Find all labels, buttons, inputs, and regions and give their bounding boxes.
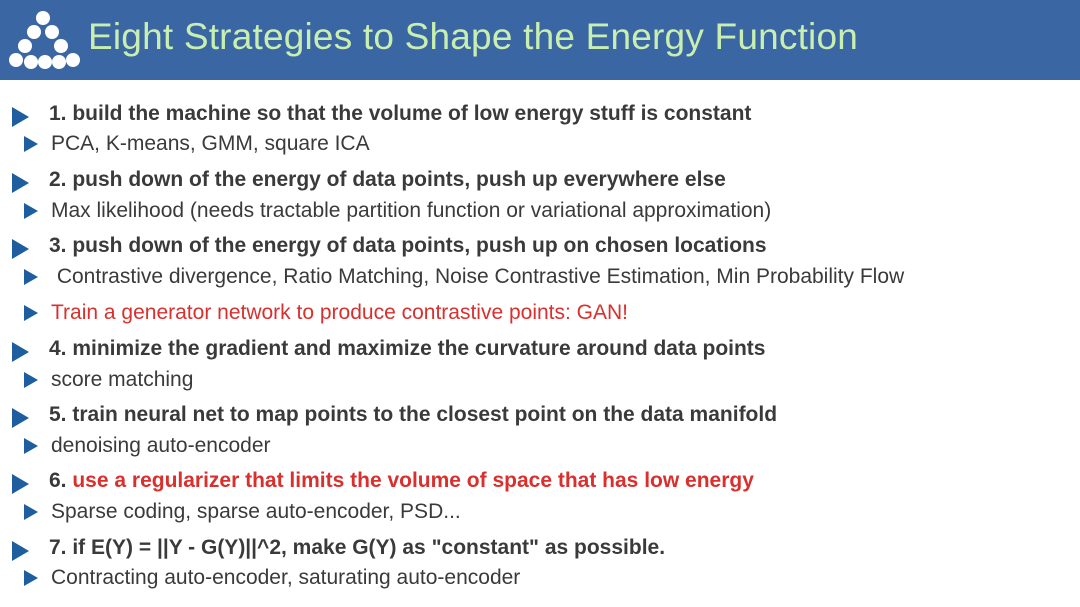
example-item bbox=[51, 566, 520, 590]
strategy-item-4 bbox=[49, 337, 765, 361]
example-text: PCA, K-means, GMM, square ICA bbox=[51, 132, 370, 155]
strategy-text: 3. push down of the energy of data points, push up on chosen locations bbox=[49, 234, 767, 257]
strategy-text: use a regularizer that limits the volume of space that has low energy bbox=[72, 469, 754, 492]
strategy-text: 7. if E(Y) = ||Y - G(Y)||^2, make G(Y) as "constant" as possible. bbox=[49, 536, 666, 559]
bullet-arrow-icon bbox=[24, 203, 38, 219]
bullet-arrow-icon bbox=[12, 239, 29, 259]
example-text: Sparse coding, sparse auto-encoder, PSD... bbox=[51, 500, 461, 523]
strategy-item-2 bbox=[49, 168, 726, 192]
example-text: score matching bbox=[51, 368, 194, 391]
strategy-text: 4. minimize the gradient and maximize the curvature around data points bbox=[49, 337, 766, 360]
strategy-item-3 bbox=[49, 234, 767, 258]
dot-triangle-logo-icon bbox=[0, 0, 84, 80]
bullet-arrow-icon bbox=[24, 438, 38, 454]
strategy-item-1 bbox=[49, 102, 751, 126]
bullet-arrow-icon bbox=[24, 504, 38, 520]
strategy-number: 6. bbox=[49, 469, 73, 492]
example-item bbox=[51, 500, 461, 524]
example-item bbox=[51, 199, 771, 223]
bullet-arrow-icon bbox=[24, 570, 38, 586]
bullet-arrow-icon bbox=[12, 474, 29, 494]
bullet-arrow-icon bbox=[12, 107, 29, 127]
bullet-arrow-icon bbox=[12, 342, 29, 362]
slide-header bbox=[0, 0, 1080, 80]
example-item bbox=[51, 434, 271, 458]
bullet-arrow-icon bbox=[24, 269, 38, 285]
slide-title: Eight Strategies to Shape the Energy Function bbox=[88, 16, 859, 57]
example-text: Contracting auto-encoder, saturating auto-encoder bbox=[51, 566, 521, 589]
example-item bbox=[51, 265, 904, 289]
strategy-text: 2. push down of the energy of data points, push up everywhere else bbox=[49, 168, 726, 191]
example-item-gan bbox=[51, 301, 628, 325]
strategy-text: 5. train neural net to map points to the closest point on the data manifold bbox=[49, 403, 778, 426]
strategy-item-5 bbox=[49, 403, 777, 427]
example-text: Train a generator network to produce contrastive points: GAN! bbox=[51, 301, 629, 324]
bullet-arrow-icon bbox=[12, 173, 29, 193]
example-text: denoising auto-encoder bbox=[51, 434, 271, 457]
example-text: Max likelihood (needs tractable partition function or variational approximation) bbox=[51, 199, 772, 222]
bullet-arrow-icon bbox=[24, 305, 38, 321]
bullet-arrow-icon bbox=[12, 408, 29, 428]
example-text: Contrastive divergence, Ratio Matching, Noise Contrastive Estimation, Min Probability Flow bbox=[51, 265, 905, 288]
example-item bbox=[51, 132, 370, 156]
example-item bbox=[51, 368, 193, 392]
strategy-text: 1. build the machine so that the volume of low energy stuff is constant bbox=[49, 102, 752, 125]
bullet-arrow-icon bbox=[24, 372, 38, 388]
strategy-item-6 bbox=[49, 469, 754, 493]
bullet-arrow-icon bbox=[12, 541, 29, 561]
strategy-item-7 bbox=[49, 536, 665, 560]
bullet-arrow-icon bbox=[24, 136, 38, 152]
